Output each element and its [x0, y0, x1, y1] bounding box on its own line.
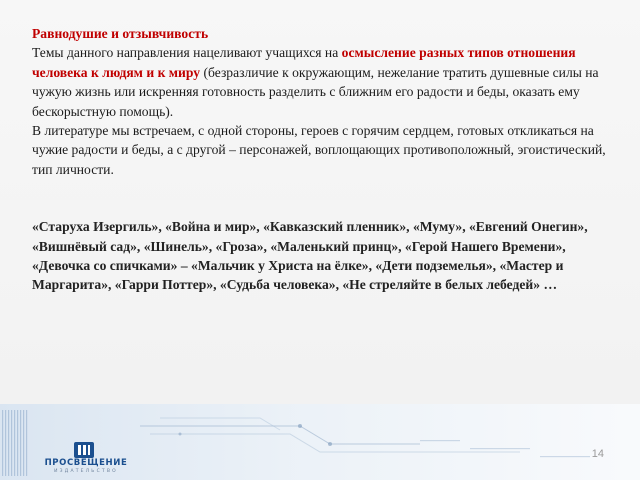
literature-paragraph: В литературе мы встречаем, с одной стороны, героев с горячим сердцем, готовых откликаться на чужие радости и беды, а с другой – персонажей, воплощающих противоположный, эгоистический, тип личности.: [32, 123, 606, 177]
publisher-subtitle: ИЗДАТЕЛЬСТВО: [54, 469, 118, 474]
intro-text-end: (безразличие к окружающим, нежелание тратить душевные силы на чужую жизнь или искренняя готовность разделить с ближним его радости и беды, оказать ему бескорыстную помощь).: [32, 64, 599, 119]
publisher-name: ПРОСВЕЩЕНИЕ: [44, 458, 128, 468]
footer: [0, 404, 640, 480]
page-number: 14: [591, 448, 604, 460]
slide-title: Равнодушие и отзывчивость: [32, 26, 209, 41]
publisher-logo: [36, 442, 136, 476]
slide-content: [32, 24, 622, 295]
spacer: [32, 179, 622, 217]
intro-highlight: осмысление разных типов отношения человека к людям и к миру: [32, 45, 576, 80]
works-list: «Старуха Изергиль», «Война и мир», «Кавказский пленник», «Муму», «Евгений Онегин», «Вишнёвый сад», «Шинель», «Гроза», «Маленький принц», «Герой Нашего Времени», «Девочка со спичками» – «Мальчик у Христа на ёлке», «Дети подземелья», «Мастер и Маргарита», «Гарри Поттер», «Судьба человека», «Не стреляйте в белых лебедей» …: [32, 219, 588, 293]
intro-paragraph: [32, 43, 622, 121]
intro-text-start: Темы данного направления нацеливают учащихся на: [32, 45, 342, 61]
publisher-emblem-icon: [74, 442, 94, 458]
